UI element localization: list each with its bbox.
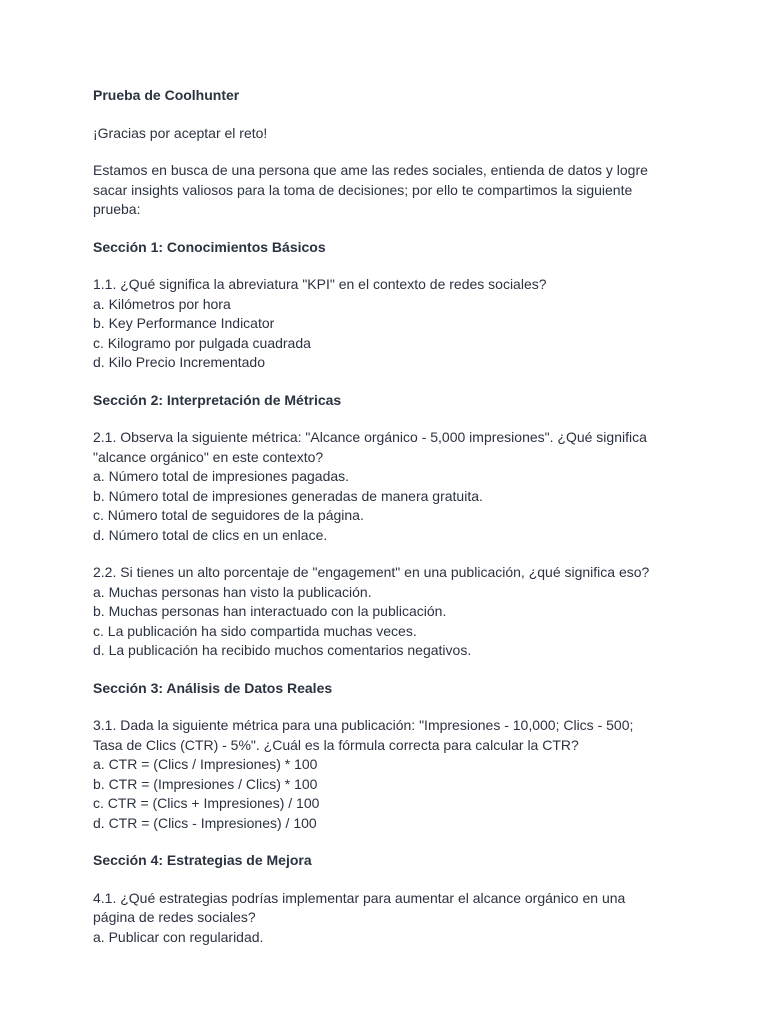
answer-option: b. Muchas personas han interactuado con la publicación. — [93, 603, 447, 619]
question-block — [93, 889, 676, 948]
answer-option: a. Publicar con regularidad. — [93, 928, 264, 945]
answer-option: b. CTR = (Impresiones / Clics) * 100 — [93, 775, 318, 792]
question-block — [93, 275, 676, 373]
question-text: 3.1. Dada la siguiente métrica para una publicación: "Impresiones - 10,000; Clics - 500; — [93, 717, 634, 733]
answer-option: d. Kilo Precio Incrementado — [93, 354, 265, 370]
answer-option: d. La publicación ha recibido muchos comentarios negativos. — [93, 642, 472, 658]
intro-line: Estamos en busca de una persona que ame las redes sociales, entienda de datos y logre — [93, 162, 648, 178]
answer-option: c. Número total de seguidores de la página. — [93, 507, 364, 523]
section-heading: Sección 2: Interpretación de Métricas — [93, 391, 342, 408]
section-heading: Sección 4: Estrategias de Mejora — [93, 852, 312, 868]
intro-paragraph — [93, 161, 676, 220]
answer-option: d. CTR = (Clics - Impresiones) / 100 — [93, 814, 317, 831]
answer-option: a. Kilómetros por hora — [93, 295, 231, 312]
question-block — [93, 716, 676, 833]
section-heading: Sección 1: Conocimientos Básicos — [93, 238, 326, 255]
greeting-text: ¡Gracias por aceptar el reto! — [93, 124, 268, 141]
document-title: Prueba de Coolhunter — [93, 87, 240, 103]
answer-option: a. Muchas personas han visto la publicación. — [93, 583, 372, 600]
answer-option: c. Kilogramo por pulgada cuadrada — [93, 334, 311, 351]
answer-option: b. Número total de impresiones generadas de manera gratuita. — [93, 487, 483, 504]
intro-line: prueba: — [93, 201, 141, 217]
question-text: 2.1. Observa la siguiente métrica: "Alcance orgánico - 5,000 impresiones". ¿Qué significa — [93, 429, 647, 445]
question-block — [93, 563, 676, 661]
answer-option: d. Número total de clics en un enlace. — [93, 526, 328, 543]
answer-option: c. CTR = (Clics + Impresiones) / 100 — [93, 795, 320, 811]
question-text: Tasa de Clics (CTR) - 5%". ¿Cuál es la fórmula correcta para calcular la CTR? — [93, 736, 579, 753]
question-text: página de redes sociales? — [93, 909, 256, 925]
question-text: 2.2. Si tienes un alto porcentaje de "engagement" en una publicación, ¿qué significa eso? — [93, 564, 650, 580]
answer-option: a. Número total de impresiones pagadas. — [93, 468, 350, 484]
question-text: 4.1. ¿Qué estrategias podrías implementar para aumentar el alcance orgánico en una — [93, 889, 626, 906]
answer-option: c. La publicación ha sido compartida muchas veces. — [93, 622, 417, 639]
answer-option: b. Key Performance Indicator — [93, 315, 275, 331]
section-heading: Sección 3: Análisis de Datos Reales — [93, 679, 333, 696]
question-text: "alcance orgánico" en este contexto? — [93, 448, 324, 465]
question-block — [93, 428, 676, 545]
answer-option: a. CTR = (Clics / Impresiones) * 100 — [93, 756, 318, 772]
intro-line: sacar insights valiosos para la toma de decisiones; por ello te compartimos la siguiente — [93, 181, 633, 198]
question-text: 1.1. ¿Qué significa la abreviatura "KPI" en el contexto de redes sociales? — [93, 276, 547, 292]
